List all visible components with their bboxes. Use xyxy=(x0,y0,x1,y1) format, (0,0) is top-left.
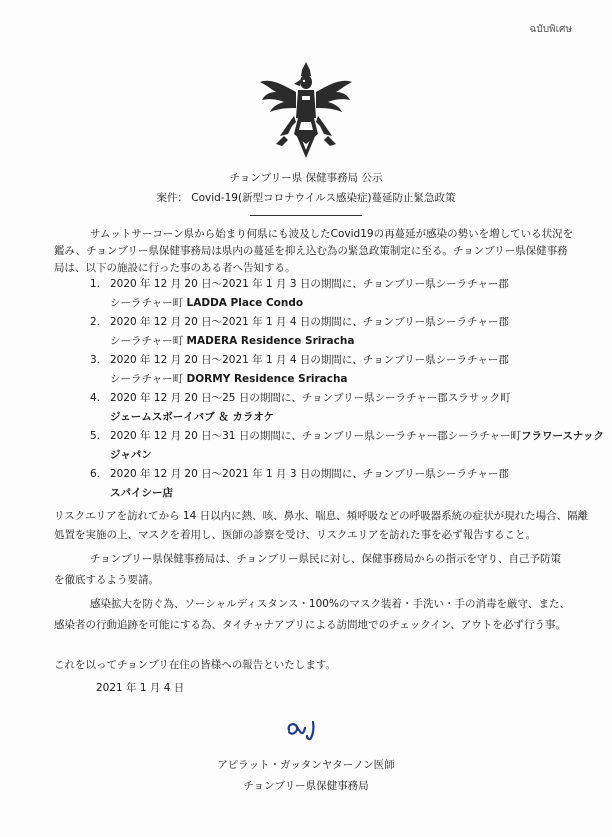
list-item-venue: MADERA Residence Sriracha xyxy=(186,335,355,347)
list-item-period: 2020 年 12 月 20 日～25 日の期間に、チョンブリー県シーラチャー郡スラサック町 xyxy=(110,392,511,404)
garuda-emblem xyxy=(258,60,354,160)
list-item-venue: スパイシー店 xyxy=(110,487,173,499)
intro-line-2: 鑑み、チョンブリー県保健事務局は県内の蔓延を抑え込む為の緊急政策制定に至る。チョンブリー県保健事務 xyxy=(54,245,568,257)
prevention-line-2: 感染者の行動追跡を可能にする為、タイチャナアプリによる訪問地でのチェックイン、アウトを必ず行う事。 xyxy=(54,619,566,631)
intro-line-3: 局は、以下の施設に行った事のある者へ告知する。 xyxy=(54,262,296,274)
list-item-venue: DORMY Residence Sriracha xyxy=(186,373,348,385)
list-item-number: 1. xyxy=(90,278,101,290)
agency-announcement-line: チョンブリー県 保健事務局 公示 xyxy=(229,172,383,184)
list-item-number: 6. xyxy=(90,468,101,480)
list-item xyxy=(90,351,580,389)
list-item xyxy=(90,389,580,427)
symptoms-line-2: 処置を実施の上、マスクを着用し、医師の診察を受け、リスクエリアを訪れた事を必ず報告すること。 xyxy=(54,529,537,541)
list-item xyxy=(90,427,605,465)
list-item-venue: LADDA Place Condo xyxy=(186,297,304,309)
list-item-number: 5. xyxy=(90,430,101,442)
list-item-location: シーラチャー町 xyxy=(110,335,187,347)
signatory-name: アピラット・ガッタンヤターノン医師 xyxy=(217,759,395,771)
list-item xyxy=(90,465,580,503)
signatory-office: チョンブリー県保健事務局 xyxy=(243,780,369,792)
list-item-venue: ジャパン xyxy=(110,449,152,461)
list-item xyxy=(90,313,580,351)
list-item-number: 2. xyxy=(90,316,101,328)
handwritten-signature xyxy=(283,716,333,742)
list-item-period: 2020 年 12 月 20 日～2021 年 1 月 4 日の期間に、チョンブリー県シーラチャー郡 xyxy=(110,354,509,366)
prevention-line-1: 感染拡大を防ぐ為、ソーシャルディスタンス・100%のマスク装着・手洗い・手の消毒を厳守、また、 xyxy=(90,598,570,610)
list-item-location: シーラチャー町 xyxy=(110,373,187,385)
intro-line-1: サムットサーコーン県から始まり何県にも波及したCovid19の再蔓延が感染の勢いを増している状況を xyxy=(90,228,574,240)
list-item-number: 4. xyxy=(90,392,101,404)
issue-date: 2021 年 1 月 4 日 xyxy=(96,682,185,694)
list-item-location: シーラチャー町 xyxy=(110,297,187,309)
closing-statement: これを以ってチョンブリ在住の皆様への報告といたします。 xyxy=(54,659,336,671)
subject-line: 案件： Covid-19(新型コロナウイルス感染症)蔓延防止緊急政策 xyxy=(156,192,456,204)
list-item-period: 2020 年 12 月 20 日～31 日の期間に、チョンブリー県シーラチャー郡シーラチャー町 xyxy=(110,430,521,442)
symptoms-line-1: リスクエリアを訪れてから 14 日以内に熱、咳、鼻水、喘息、頻呼吸などの呼吸器系統の症状が現れた場合、隔離 xyxy=(54,510,589,522)
venue-list xyxy=(90,275,605,503)
title-divider xyxy=(250,215,362,216)
list-item-venue-part: フラワースナック xyxy=(520,430,605,442)
list-item-period: 2020 年 12 月 20 日～2021 年 1 月 4 日の期間に、チョンブリー県シーラチャー郡 xyxy=(110,316,509,328)
list-item-number: 3. xyxy=(90,354,101,366)
request-line-2: を徹底するよう要請。 xyxy=(54,574,159,586)
special-edition-label: ฉบับพิเศษ xyxy=(529,24,572,35)
list-item-venue: ジェームスボーイバブ ＆ カラオケ xyxy=(110,411,275,423)
list-item-period: 2020 年 12 月 20 日～2021 年 1 月 3 日の期間に、チョンブリー県シーラチャー郡 xyxy=(110,278,509,290)
list-item xyxy=(90,275,580,313)
request-line-1: チョンブリー県保健事務局は、チョンブリー県民に対し、保健事務局からの指示を守り、自己予防策 xyxy=(90,553,562,565)
list-item-period: 2020 年 12 月 20 日～2021 年 1 月 3 日の期間に、チョンブリー県シーラチャー郡 xyxy=(110,468,509,480)
